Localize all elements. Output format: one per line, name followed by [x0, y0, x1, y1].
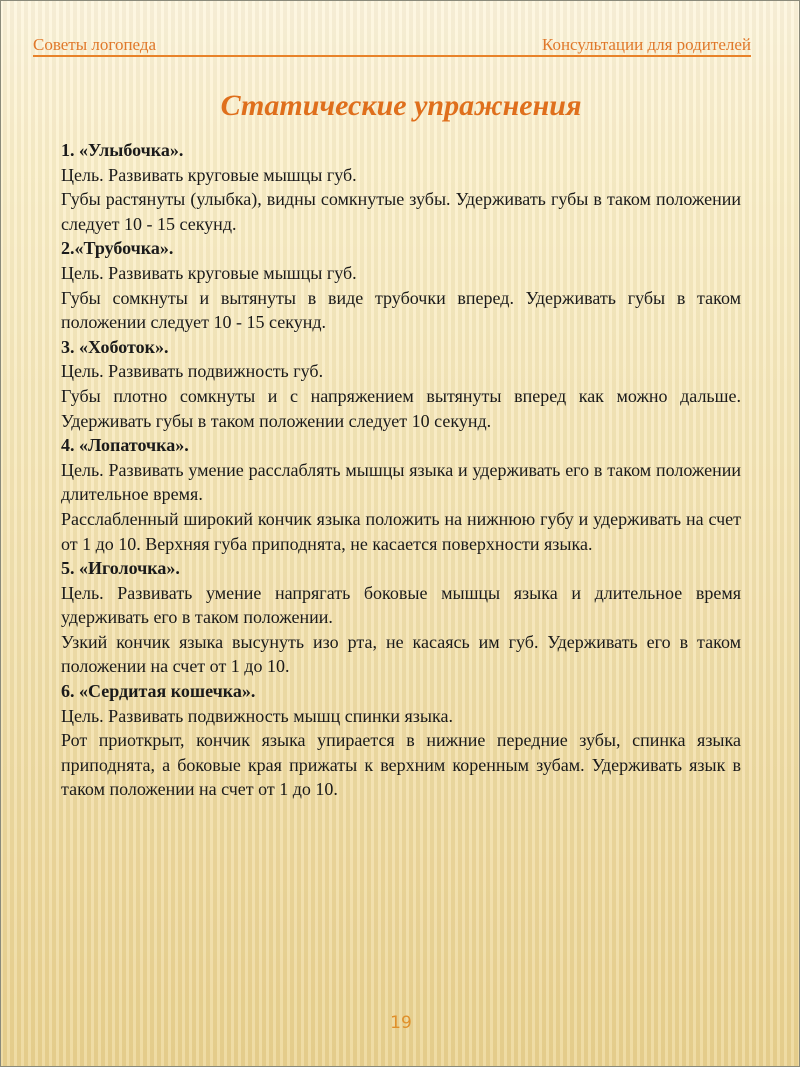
exercise-text: Расслабленный широкий кончик языка положить на нижнюю губу и удерживать на счет от 1 до 10. Верхняя губа приподнята, не касается поверхности языка.	[61, 508, 741, 554]
exercise-text: Рот приоткрыт, кончик языка упирается в нижние передние зубы, спинка языка приподнята, а боковые края прижаты к верхним коренным зубам. Удерживать язык в таком положении на счет от 1 до 10.	[61, 730, 741, 800]
exercise-goal: Цель. Развивать умение напрягать боковые мышцы языка и длительное время удерживать его в таком положении.	[61, 582, 741, 628]
page-number: 19	[390, 1013, 412, 1033]
exercise-heading: 3. «Хоботок».	[61, 336, 169, 357]
exercise-heading: 1. «Улыбочка».	[61, 140, 184, 160]
exercise-heading: 4. «Лопаточка».	[61, 435, 189, 456]
page-title: Статические упражнения	[220, 89, 582, 122]
exercise-text: Губы растянуты (улыбка), видны сомкнутые зубы. Удерживать губы в таком положении следует 10 - 15 секунд.	[61, 189, 741, 234]
exercise-goal: Цель. Развивать круговые мышцы губ.	[61, 262, 357, 283]
exercise-text: Губы сомкнуты и вытянуты в виде трубочки вперед. Удерживать губы в таком положении следует 10 - 15 секунд.	[61, 287, 741, 333]
page-header	[33, 33, 751, 57]
exercise-goal: Цель. Развивать подвижность губ.	[61, 361, 324, 382]
exercise-text: Узкий кончик языка высунуть изо рта, не касаясь им губ. Удерживать его в таком положении на счет от 1 до 10.	[61, 631, 741, 677]
exercise-heading: 6. «Сердитая кошечка».	[61, 681, 256, 702]
header-left: Советы логопеда	[33, 35, 157, 54]
exercise-text: Губы плотно сомкнуты и с напряжением вытянуты вперед как можно дальше. Удерживать губы в таком положении следует 10 секунд.	[61, 385, 741, 431]
exercise-heading: 5. «Иголочка».	[61, 558, 180, 579]
exercise-goal: Цель. Развивать умение расслаблять мышцы языка и удерживать его в таком положении длительное время.	[61, 459, 741, 505]
exercise-goal: Цель. Развивать подвижность мышц спинки языка.	[61, 705, 453, 726]
exercise-goal: Цель. Развивать круговые мышцы губ.	[61, 164, 357, 185]
exercise-list	[61, 138, 741, 802]
header-right: Консультации для родителей	[541, 35, 751, 54]
exercise-heading: 2.«Трубочка».	[61, 238, 174, 259]
